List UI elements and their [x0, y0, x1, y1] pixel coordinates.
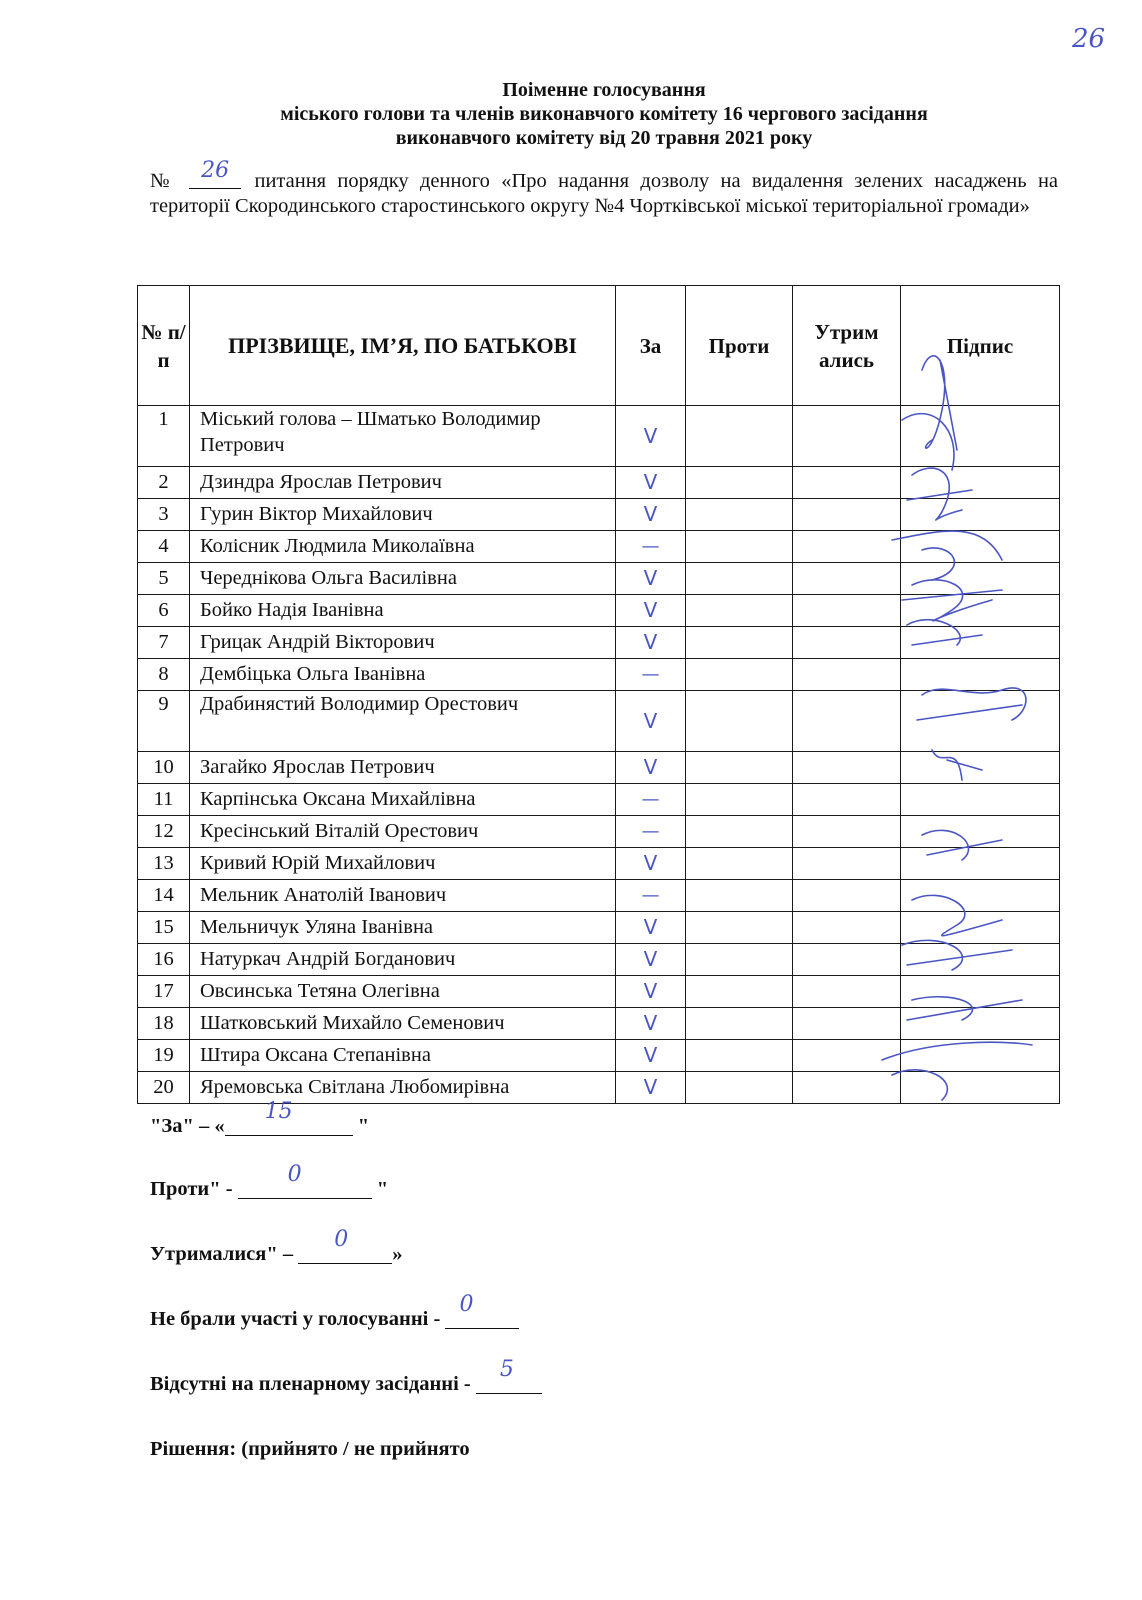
table-row — [138, 1040, 1060, 1072]
member-name: Міський голова – Шматько Володимир Петрович — [190, 406, 616, 467]
vote-against-cell — [686, 691, 793, 752]
totals-for-value: 15 — [264, 1099, 293, 1124]
vote-abstained-cell — [793, 1008, 901, 1040]
header-line-1: Поіменне голосування — [502, 79, 706, 101]
row-number: 19 — [138, 1040, 190, 1072]
dash-mark: — — [641, 821, 660, 842]
table-row — [138, 880, 1060, 912]
member-name: Череднікова Ольга Василівна — [190, 563, 616, 595]
signature-cell — [901, 1040, 1060, 1072]
table-row — [138, 531, 1060, 563]
totals-abstained-end: » — [392, 1243, 403, 1265]
signature-cell — [901, 499, 1060, 531]
vote-abstained-cell — [793, 406, 901, 467]
row-number: 18 — [138, 1008, 190, 1040]
table-row — [138, 1008, 1060, 1040]
totals-for-end: " — [352, 1115, 370, 1137]
row-number: 13 — [138, 848, 190, 880]
vote-against-cell — [686, 784, 793, 816]
header-line-3: виконавчого комітету від 20 травня 2021 року — [395, 127, 813, 149]
row-number: 8 — [138, 659, 190, 691]
row-number: 20 — [138, 1072, 190, 1104]
vote-table-body — [138, 406, 1060, 1104]
table-row — [138, 912, 1060, 944]
member-name: Колісник Людмила Миколаївна — [190, 531, 616, 563]
vote-against-cell — [686, 976, 793, 1008]
row-number: 1 — [138, 406, 190, 467]
table-row — [138, 467, 1060, 499]
signature-cell — [901, 816, 1060, 848]
row-number: 6 — [138, 595, 190, 627]
vote-table-header — [138, 286, 1060, 406]
vote-abstained-cell — [793, 659, 901, 691]
vote-abstained-cell — [793, 595, 901, 627]
col-header-signature: Підпис — [901, 286, 1060, 406]
signature-cell — [901, 880, 1060, 912]
signature-cell — [901, 912, 1060, 944]
signature-cell — [901, 595, 1060, 627]
vote-for-cell — [616, 499, 686, 531]
totals-against-field — [238, 1162, 372, 1199]
table-row — [138, 784, 1060, 816]
vote-for-cell — [616, 880, 686, 912]
agenda-item — [150, 158, 1059, 219]
vote-abstained-cell — [793, 691, 901, 752]
row-number: 3 — [138, 499, 190, 531]
vote-for-cell — [616, 691, 686, 752]
vote-for-cell — [616, 406, 686, 467]
signature-cell — [901, 1008, 1060, 1040]
vote-for-cell — [616, 627, 686, 659]
table-row — [138, 848, 1060, 880]
col-header-for: За — [616, 286, 686, 406]
check-mark: V — [643, 1075, 658, 1099]
vote-for-cell — [616, 976, 686, 1008]
totals-not-voted-field — [445, 1292, 519, 1329]
row-number: 15 — [138, 912, 190, 944]
totals-against-end: " — [371, 1178, 389, 1200]
dash-mark: — — [641, 885, 660, 906]
vote-abstained-cell — [793, 912, 901, 944]
check-mark: V — [643, 566, 658, 590]
header-line-2: міського голови та членів виконавчого комітету 16 чергового засідання — [280, 103, 928, 125]
table-row — [138, 406, 1060, 467]
signature-cell — [901, 976, 1060, 1008]
vote-against-cell — [686, 848, 793, 880]
signature-cell — [901, 406, 1060, 467]
member-name: Дзиндра Ярослав Петрович — [190, 467, 616, 499]
member-name: Гурин Віктор Михайлович — [190, 499, 616, 531]
col-header-abstained: Утрим ались — [793, 286, 901, 406]
vote-table — [137, 285, 1060, 1104]
totals-against-label: Проти" - — [150, 1178, 238, 1200]
check-mark: V — [643, 1043, 658, 1067]
vote-for-cell — [616, 1072, 686, 1104]
vote-abstained-cell — [793, 976, 901, 1008]
signature-cell — [901, 1072, 1060, 1104]
member-name: Кресінський Віталій Орестович — [190, 816, 616, 848]
row-number: 7 — [138, 627, 190, 659]
table-row — [138, 752, 1060, 784]
vote-for-cell — [616, 563, 686, 595]
totals-for-label: "За" – « — [150, 1115, 225, 1137]
member-name: Загайко Ярослав Петрович — [190, 752, 616, 784]
signature-cell — [901, 691, 1060, 752]
signature-cell — [901, 659, 1060, 691]
vote-against-cell — [686, 880, 793, 912]
agenda-text: питання порядку денного «Про надання дозволу на видалення зелених насаджень на території Скородинського старостинського округу №4 Чортківської міської територіальної громади» — [150, 170, 1059, 217]
table-row — [138, 595, 1060, 627]
dash-mark: — — [641, 664, 660, 685]
row-number: 4 — [138, 531, 190, 563]
table-row — [138, 627, 1060, 659]
row-number: 10 — [138, 752, 190, 784]
vote-abstained-cell — [793, 880, 901, 912]
col-header-name: ПРІЗВИЩЕ, ІМ’Я, ПО БАТЬКОВІ — [190, 286, 616, 406]
vote-against-cell — [686, 563, 793, 595]
vote-against-cell — [686, 944, 793, 976]
member-name: Овсинська Тетяна Олегівна — [190, 976, 616, 1008]
totals-absent-value: 5 — [499, 1357, 514, 1382]
vote-abstained-cell — [793, 1040, 901, 1072]
table-row — [138, 976, 1060, 1008]
vote-abstained-cell — [793, 944, 901, 976]
signature-cell — [901, 784, 1060, 816]
vote-abstained-cell — [793, 563, 901, 595]
check-mark: V — [643, 915, 658, 939]
vote-for-cell — [616, 1040, 686, 1072]
vote-against-cell — [686, 1008, 793, 1040]
vote-abstained-cell — [793, 499, 901, 531]
member-name: Дембіцька Ольга Іванівна — [190, 659, 616, 691]
table-row — [138, 816, 1060, 848]
totals-not-voted — [150, 1292, 519, 1331]
signature-cell — [901, 944, 1060, 976]
col-header-against: Проти — [686, 286, 793, 406]
check-mark: V — [643, 423, 658, 448]
col-header-number: № п/ п — [138, 286, 190, 406]
vote-abstained-cell — [793, 467, 901, 499]
totals-abstained — [150, 1227, 403, 1266]
totals-absent — [150, 1357, 542, 1396]
totals-against — [150, 1162, 389, 1201]
totals-for — [150, 1099, 370, 1138]
totals-absent-label: Відсутні на пленарному засіданні - — [150, 1373, 476, 1395]
vote-against-cell — [686, 912, 793, 944]
row-number: 16 — [138, 944, 190, 976]
check-mark: V — [643, 979, 658, 1003]
vote-against-cell — [686, 752, 793, 784]
vote-abstained-cell — [793, 816, 901, 848]
row-number: 2 — [138, 467, 190, 499]
totals-not-voted-value: 0 — [459, 1292, 474, 1317]
totals-abstained-field — [298, 1227, 392, 1264]
agenda-number-handwritten: 26 — [201, 158, 230, 183]
totals-abstained-label: Утрималися" – — [150, 1243, 299, 1265]
vote-abstained-cell — [793, 531, 901, 563]
member-name: Мельничук Уляна Іванівна — [190, 912, 616, 944]
check-mark: V — [643, 470, 658, 494]
vote-abstained-cell — [793, 1072, 901, 1104]
vote-for-cell — [616, 912, 686, 944]
signature-cell — [901, 752, 1060, 784]
vote-against-cell — [686, 467, 793, 499]
member-name: Драбинястий Володимир Орестович — [190, 691, 616, 752]
dash-mark: — — [641, 536, 660, 557]
vote-for-cell — [616, 752, 686, 784]
signature-cell — [901, 848, 1060, 880]
vote-for-cell — [616, 944, 686, 976]
vote-abstained-cell — [793, 784, 901, 816]
vote-for-cell — [616, 659, 686, 691]
row-number: 5 — [138, 563, 190, 595]
check-mark: V — [643, 1011, 658, 1035]
totals-abstained-value: 0 — [334, 1227, 349, 1252]
agenda-number-field — [189, 158, 241, 189]
member-name: Штира Оксана Степанівна — [190, 1040, 616, 1072]
totals-absent-field — [476, 1357, 542, 1394]
vote-for-cell — [616, 784, 686, 816]
vote-for-cell — [616, 595, 686, 627]
table-row — [138, 499, 1060, 531]
totals-not-voted-label: Не брали участі у голосуванні - — [150, 1308, 446, 1330]
signature-cell — [901, 627, 1060, 659]
totals-for-field — [225, 1099, 353, 1136]
dash-mark: — — [641, 789, 660, 810]
member-name: Яремовська Світлана Любомирівна — [190, 1072, 616, 1104]
table-row — [138, 659, 1060, 691]
decision-line: Рішення: (прийнято / не прийнято — [150, 1438, 470, 1460]
vote-against-cell — [686, 1040, 793, 1072]
check-mark: V — [643, 851, 658, 875]
vote-abstained-cell — [793, 752, 901, 784]
table-row — [138, 563, 1060, 595]
signature-cell — [901, 467, 1060, 499]
vote-abstained-cell — [793, 848, 901, 880]
totals-against-value: 0 — [287, 1162, 302, 1187]
check-mark: V — [643, 630, 658, 654]
vote-against-cell — [686, 406, 793, 467]
vote-against-cell — [686, 531, 793, 563]
member-name: Карпінська Оксана Михайлівна — [190, 784, 616, 816]
check-mark: V — [643, 755, 658, 779]
table-row — [138, 944, 1060, 976]
vote-for-cell — [616, 467, 686, 499]
row-number: 12 — [138, 816, 190, 848]
check-mark: V — [643, 502, 658, 526]
check-mark: V — [643, 708, 658, 733]
signature-cell — [901, 563, 1060, 595]
vote-against-cell — [686, 1072, 793, 1104]
signature-cell — [901, 531, 1060, 563]
table-row — [138, 691, 1060, 752]
vote-for-cell — [616, 1008, 686, 1040]
vote-against-cell — [686, 499, 793, 531]
member-name: Грицак Андрій Вікторович — [190, 627, 616, 659]
row-number: 11 — [138, 784, 190, 816]
member-name: Бойко Надія Іванівна — [190, 595, 616, 627]
row-number: 14 — [138, 880, 190, 912]
vote-for-cell — [616, 531, 686, 563]
member-name: Натуркач Андрій Богданович — [190, 944, 616, 976]
check-mark: V — [643, 947, 658, 971]
vote-against-cell — [686, 816, 793, 848]
vote-for-cell — [616, 816, 686, 848]
vote-against-cell — [686, 659, 793, 691]
member-name: Шатковський Михайло Семенович — [190, 1008, 616, 1040]
document-header — [150, 78, 1058, 150]
page-number: 26 — [1072, 24, 1106, 54]
agenda-number-prefix: № — [150, 170, 176, 192]
row-number: 9 — [138, 691, 190, 752]
check-mark: V — [643, 598, 658, 622]
vote-abstained-cell — [793, 627, 901, 659]
member-name: Кривий Юрій Михайлович — [190, 848, 616, 880]
row-number: 17 — [138, 976, 190, 1008]
vote-for-cell — [616, 848, 686, 880]
vote-against-cell — [686, 627, 793, 659]
member-name: Мельник Анатолій Іванович — [190, 880, 616, 912]
vote-against-cell — [686, 595, 793, 627]
